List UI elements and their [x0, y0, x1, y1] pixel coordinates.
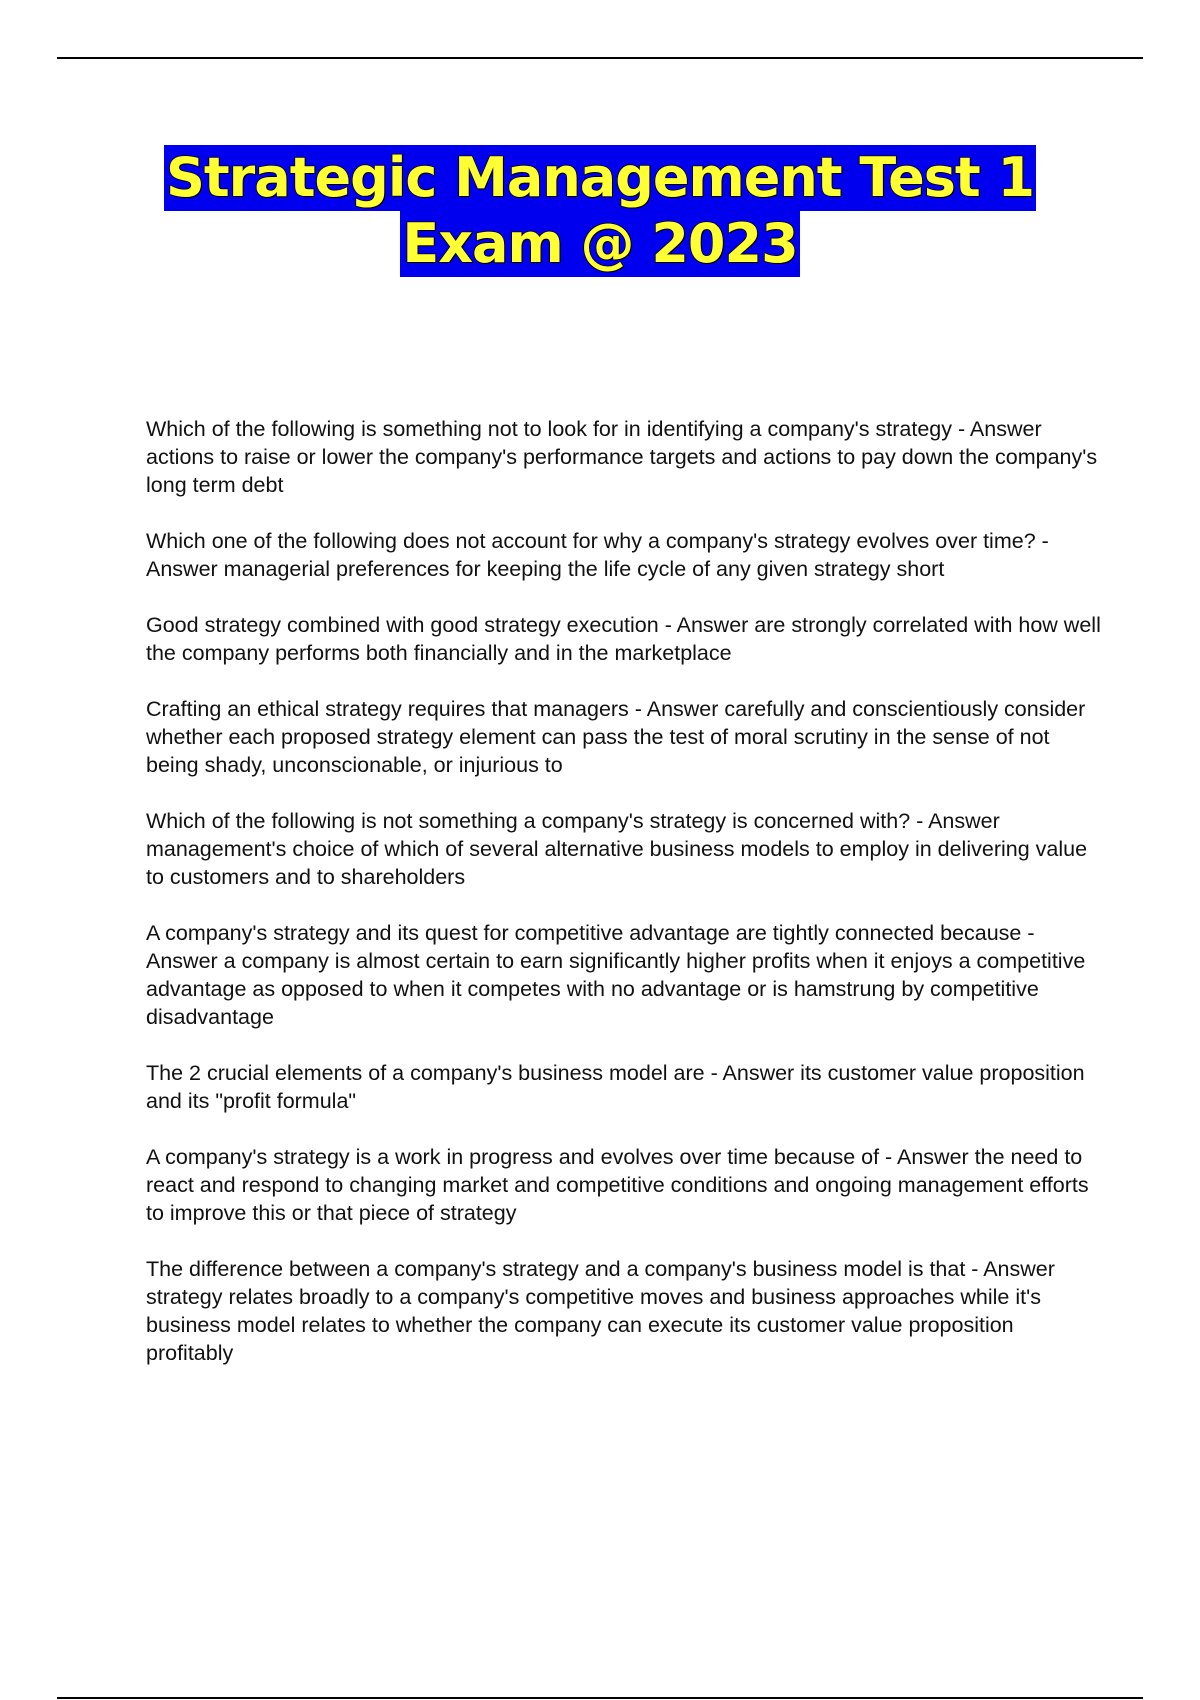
bottom-rule	[57, 1697, 1143, 1699]
top-rule	[57, 57, 1143, 59]
qa-list	[146, 415, 1106, 1395]
qa-item: A company's strategy is a work in progress and evolves over time because of - Answer the need to react and respond to changing market and competitive conditions and ongoing management efforts to improve this or that piece of strategy	[146, 1145, 1089, 1225]
qa-item: A company's strategy and its quest for competitive advantage are tightly connected because - Answer a company is almost certain to earn significantly higher profits when it enjoys a competitive advantage as opposed to when it competes with no advantage or is hamstrung by competitive disadvantage	[146, 921, 1086, 1029]
qa-item: Crafting an ethical strategy requires that managers - Answer carefully and conscientiously consider whether each proposed strategy element can pass the test of moral scrutiny in the sense of not being shady, unconscionable, or injurious to	[146, 697, 1086, 777]
qa-item: The difference between a company's strategy and a company's business model is that - Answer strategy relates broadly to a company's competitive moves and business approaches while it's business model relates to whether the company can execute its customer value proposition profitably	[146, 1257, 1055, 1365]
document-title	[0, 145, 1200, 277]
qa-item: Good strategy combined with good strategy execution - Answer are strongly correlated with how well the company performs both financially and in the marketplace	[146, 613, 1101, 665]
qa-item: Which of the following is something not to look for in identifying a company's strategy - Answer actions to raise or lower the company's performance targets and actions to pay down the company's long term debt	[146, 417, 1098, 497]
title-line-1: Strategic Management Test 1	[165, 146, 1035, 209]
qa-item: Which one of the following does not account for why a company's strategy evolves over time? - Answer managerial preferences for keeping the life cycle of any given strategy short	[146, 529, 1049, 581]
qa-item: The 2 crucial elements of a company's business model are - Answer its customer value proposition and its "profit formula"	[146, 1061, 1085, 1113]
qa-item: Which of the following is not something a company's strategy is concerned with? - Answer management's choice of which of several alternative business models to employ in delivering value to customers and to shareholders	[146, 809, 1088, 889]
title-line-2: Exam @ 2023	[402, 212, 798, 275]
